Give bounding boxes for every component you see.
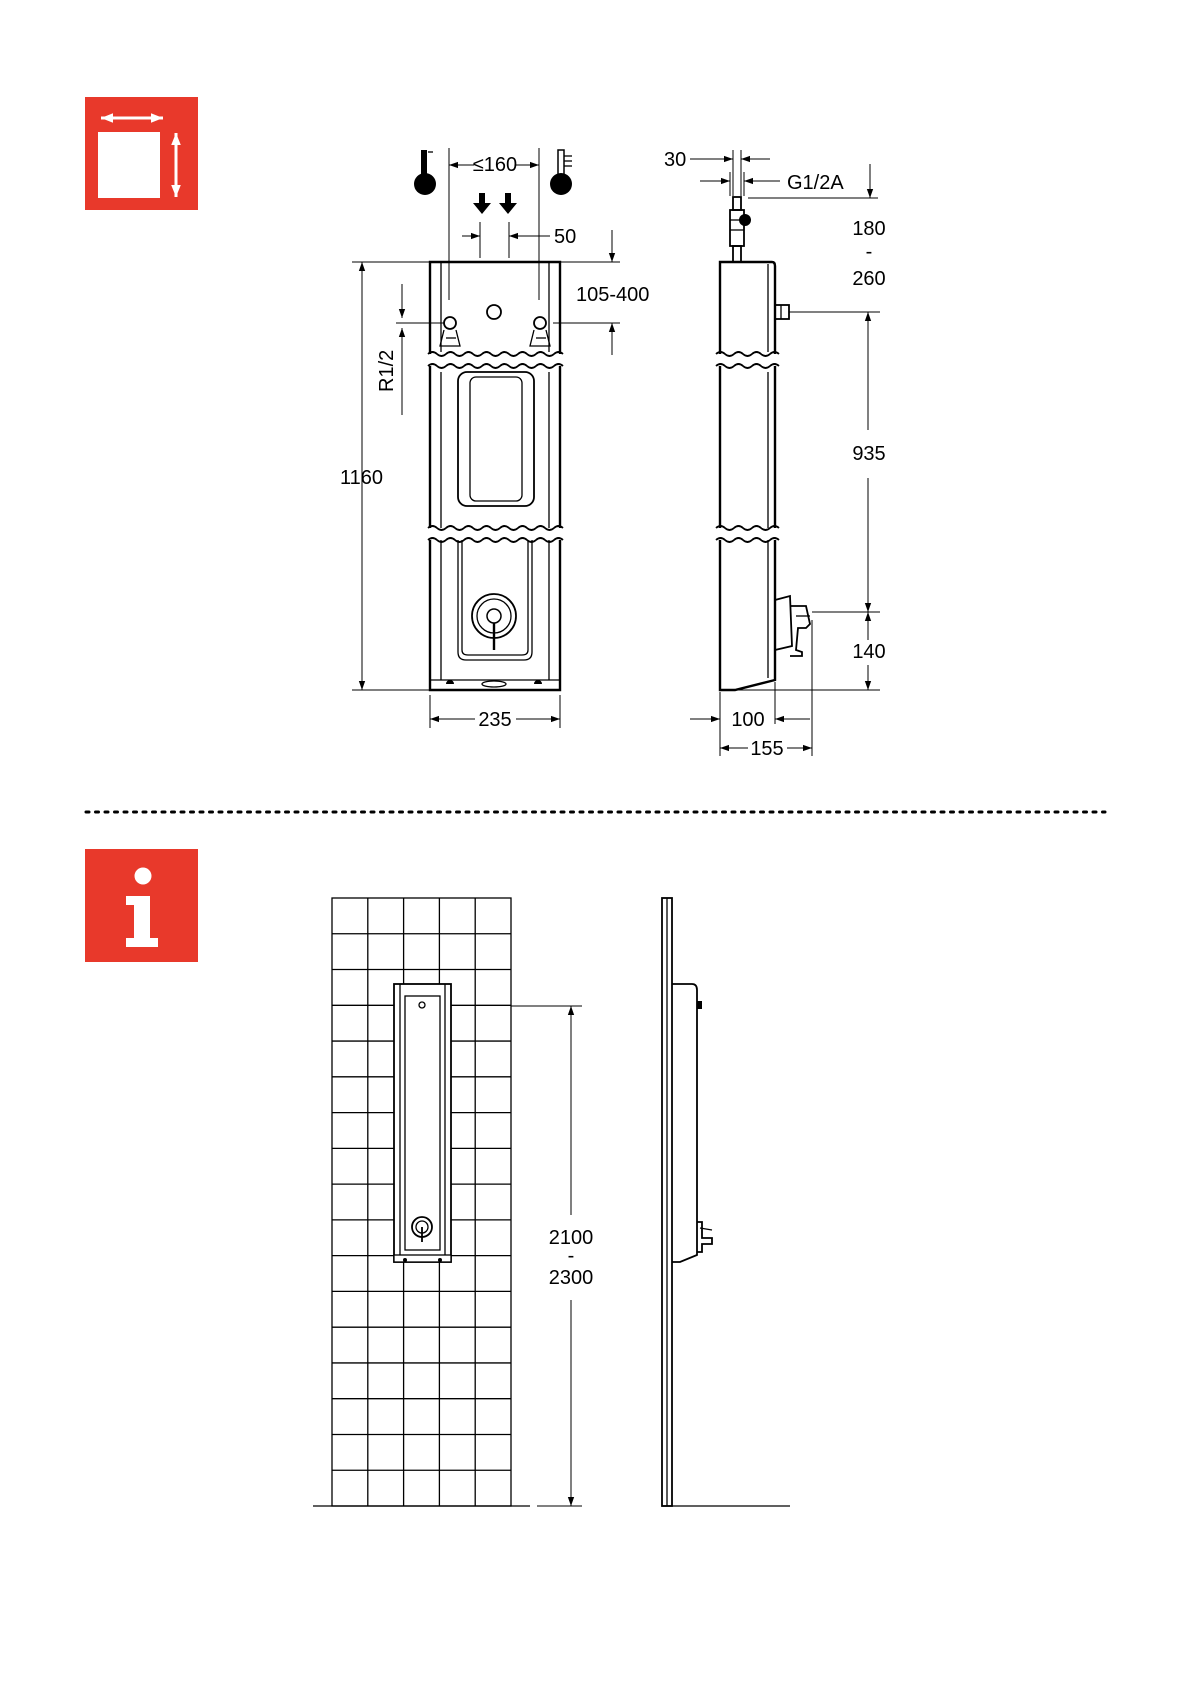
- left-connection: [440, 317, 460, 346]
- dim-top-range-dash: -: [865, 241, 873, 263]
- install-height-b: 2300: [548, 1267, 594, 1289]
- dim-thread: R1/2: [376, 349, 398, 392]
- dim-depth-pipe: 30: [664, 149, 687, 171]
- right-connection: [530, 317, 550, 346]
- info-icon: [85, 849, 198, 962]
- installed-panel-front: [394, 984, 451, 1262]
- dim-spacing: ≤160: [472, 154, 518, 176]
- front-view: [428, 262, 563, 690]
- dim-middle: 935: [852, 443, 886, 465]
- dim-top-range-b: 260: [852, 268, 886, 290]
- thermometer-cold-icon: [550, 150, 572, 195]
- dim-width: 235: [478, 709, 512, 731]
- dimensions-icon: [85, 97, 198, 210]
- side-handle: [775, 596, 810, 656]
- dim-connection-height: 105-400: [576, 284, 650, 306]
- mixer-handle: [472, 594, 516, 650]
- dim-inlet-offset: 50: [554, 226, 577, 248]
- dim-lower: 140: [852, 641, 886, 663]
- thermometer-hot-icon: [414, 150, 436, 195]
- dim-depth: 100: [731, 709, 765, 731]
- installed-panel-side: [662, 898, 790, 1506]
- dim-pipe-thread: G1/2A: [787, 172, 844, 194]
- angle-valve: [730, 197, 751, 262]
- dim-top-range-a: 180: [852, 218, 886, 240]
- install-height-a: 2100: [548, 1227, 594, 1249]
- install-height-dash: -: [567, 1245, 575, 1267]
- flow-arrows: [473, 193, 517, 214]
- side-view: [716, 197, 810, 690]
- dim-depth-handle: 155: [750, 738, 784, 760]
- dim-total-height: 1160: [340, 467, 384, 489]
